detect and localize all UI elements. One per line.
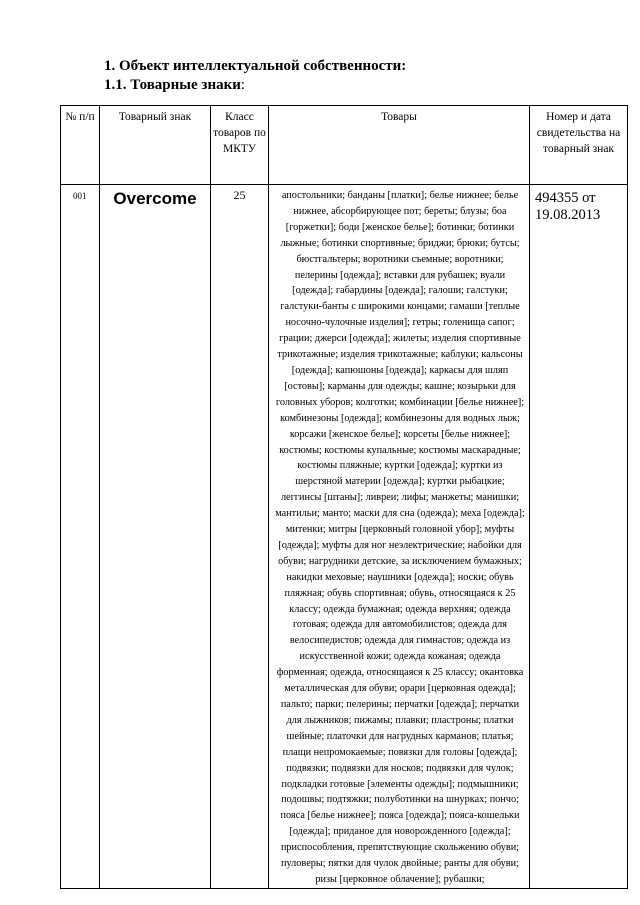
cell-certificate: 494355 от 19.08.2013 [530, 185, 628, 889]
subsection-title [104, 76, 406, 95]
section-title: 1. Объект интеллектуальной собственности: [104, 58, 407, 74]
headings [104, 57, 406, 95]
table-row [61, 185, 628, 889]
subsection-title-text: 1.1. Товарные знаки [104, 77, 241, 93]
cell-trademark: Overcome [100, 185, 211, 889]
table-header-row [61, 106, 628, 185]
cell-num: 001 [61, 185, 100, 889]
header-trademark: Товарный знак [100, 106, 211, 185]
header-num: № п/п [61, 106, 100, 185]
cell-class: 25 [211, 185, 269, 889]
cell-goods: апостольники; банданы [платки]; белье нижнее; белье нижнее, абсорбирующее пот; береты; блузы; боа [горжетки]; боди [женское белье]; ботинки; ботинки лыжные; ботинки спортивные; бриджи; брюки; бутсы; бюстгальтеры; воротники съемные; воротники; пелерины [одежда]; вставки для рубашек; вуали [одежда]; габардины [одежда]; галоши; галстуки; галстуки-банты с широкими концами; гамаши [теплые носочно-чулочные изделия]; гетры; голенища сапог; грации; джерси [одежда]; жилеты; изделия спортивные трикотажные; изделия трикотажные; каблуки; кальсоны [одежда]; капюшоны [одежда]; каркасы для шляп [остовы]; карманы для одежды; кашне; козырьки для головных уборов; колготки; комбинации [белье нижнее]; комбинезоны [одежда]; комбинезоны для водных лыж; корсажи [женское белье]; корсеты [белье нижнее]; костюмы; костюмы купальные; костюмы маскарадные; костюмы пляжные; куртки [одежда]; куртки из шерстяной материи [одежда]; куртки рыбацкие; леггинсы [штаны]; ливреи; лифы; манжеты; манишки; мантильи; манто; маски для сна (одежда); меха [одежда]; митенки; митры [церковный головной убор]; муфты [одежда]; муфты для ног неэлектрические; набойки для обуви; нагрудники детские, за исключением бумажных; накидки меховые; наушники [одежда]; носки; обувь пляжная; обувь спортивная; обувь, относящаяся к 25 классу; одежда бумажная; одежда верхняя; одежда готовая; одежда для автомобилистов; одежда для велосипедистов; одежда для гимнастов; одежда из искусственной кожи; одежда кожаная; одежда форменная; одежда, относящаяся к 25 классу; окантовка металлическая для обуви; орари [церковная одежда]; пальто; парки; пелерины; перчатки [одежда]; перчатки для лыжников; пижамы; плавки; пластроны; платки шейные; платочки для нагрудных карманов; платья; плащи непромокаемые; повязки для головы [одежда]; подвязки; подвязки для носков; подвязки для чулок; подкладки готовые [элементы одежды]; подмышники; подошвы; подтяжки; полуботинки на шнурках; пончо; пояса [белье нижнее]; пояса [одежда]; пояса-кошельки [одежда]; приданое для новорожденного [одежда]; приспособления, препятствующие скольжению обуви; пуловеры; пятки для чулок двойные; ранты для обуви; ризы [церковное облачение]; рубашки; [269, 185, 530, 889]
subsection-title-colon: : [240, 77, 246, 93]
header-goods: Товары [269, 106, 530, 185]
header-certificate: Номер и дата свидетельства на товарный знак [530, 106, 628, 185]
header-class: Класс товаров по МКТУ [211, 106, 269, 185]
trademarks-table [60, 105, 628, 889]
